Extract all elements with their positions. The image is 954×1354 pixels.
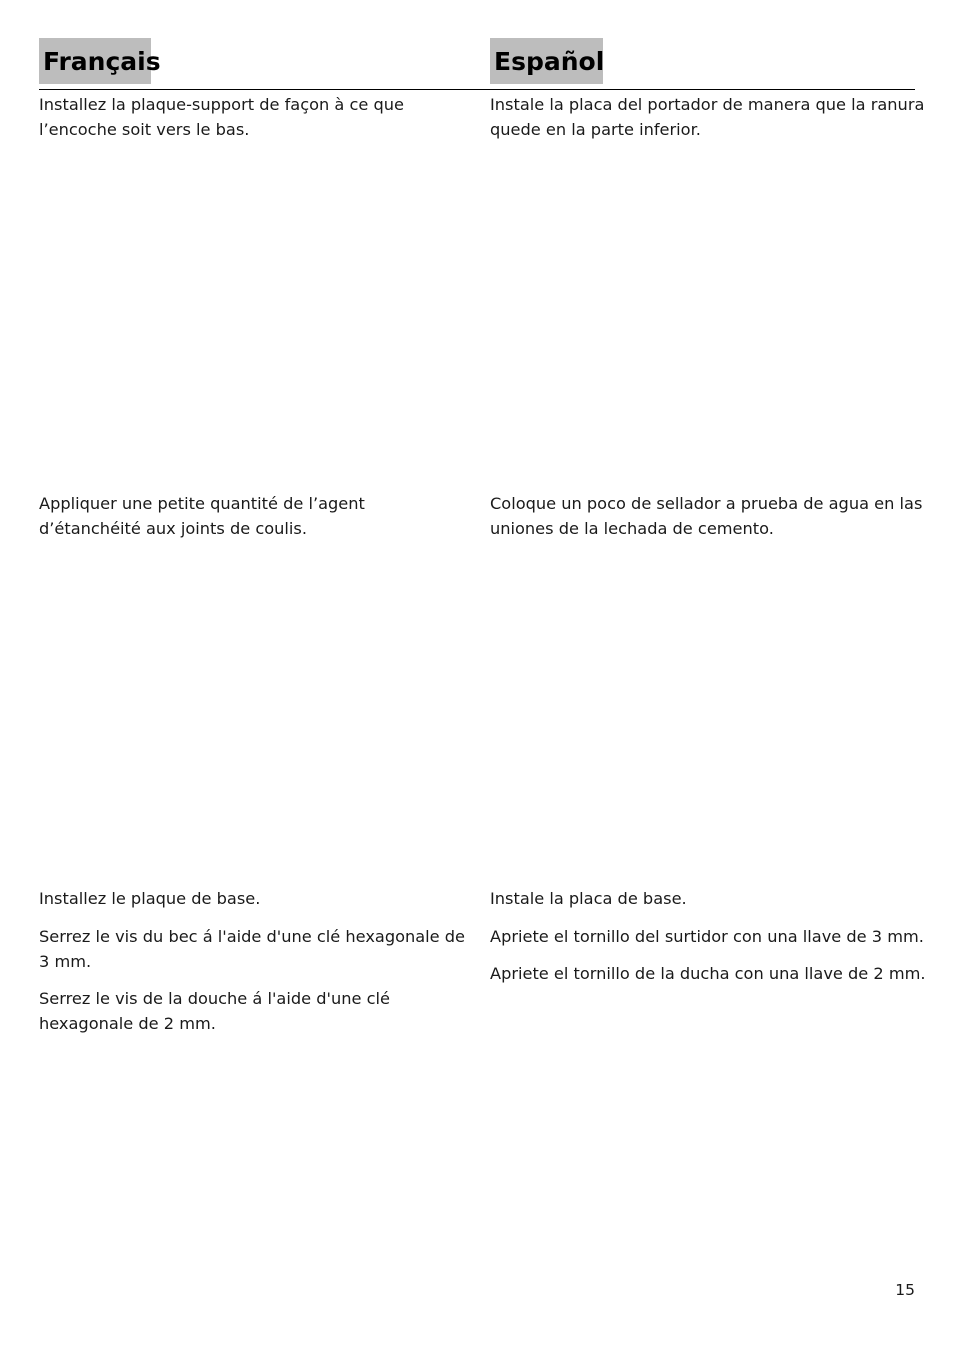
spanish-step3-line3: Apriete el tornillo de la ducha con una llave de 2 mm. — [490, 964, 926, 983]
page-number: 15 — [895, 1281, 915, 1299]
heading-french: Français — [39, 38, 151, 84]
spanish-step3-line1: Instale la placa de base. — [490, 889, 687, 908]
french-step2-text: Appliquer une petite quantité de l’agent d’étanchéité aux joints de coulis. — [39, 494, 365, 538]
french-step3-line3: Serrez le vis de la douche á l'aide d'une clé hexagonale de 2 mm. — [39, 989, 390, 1033]
french-step3-line2: Serrez le vis du bec á l'aide d'une clé hexagonale de 3 mm. — [39, 927, 466, 971]
header-rule — [39, 89, 915, 90]
spanish-step2-text: Coloque un poco de sellador a prueba de agua en las uniones de la lechada de cemento. — [490, 494, 923, 538]
heading-spanish: Español — [490, 38, 603, 84]
spanish-step1-text: Instale la placa del portador de manera que la ranura quede en la parte inferior. — [490, 95, 925, 139]
spanish-step3-line2: Apriete el tornillo del surtidor con una llave de 3 mm. — [490, 927, 924, 946]
french-step1-text: Installez la plaque-support de façon à ce que l’encoche soit vers le bas. — [39, 95, 404, 139]
french-step3-line1: Installez le plaque de base. — [39, 889, 261, 908]
